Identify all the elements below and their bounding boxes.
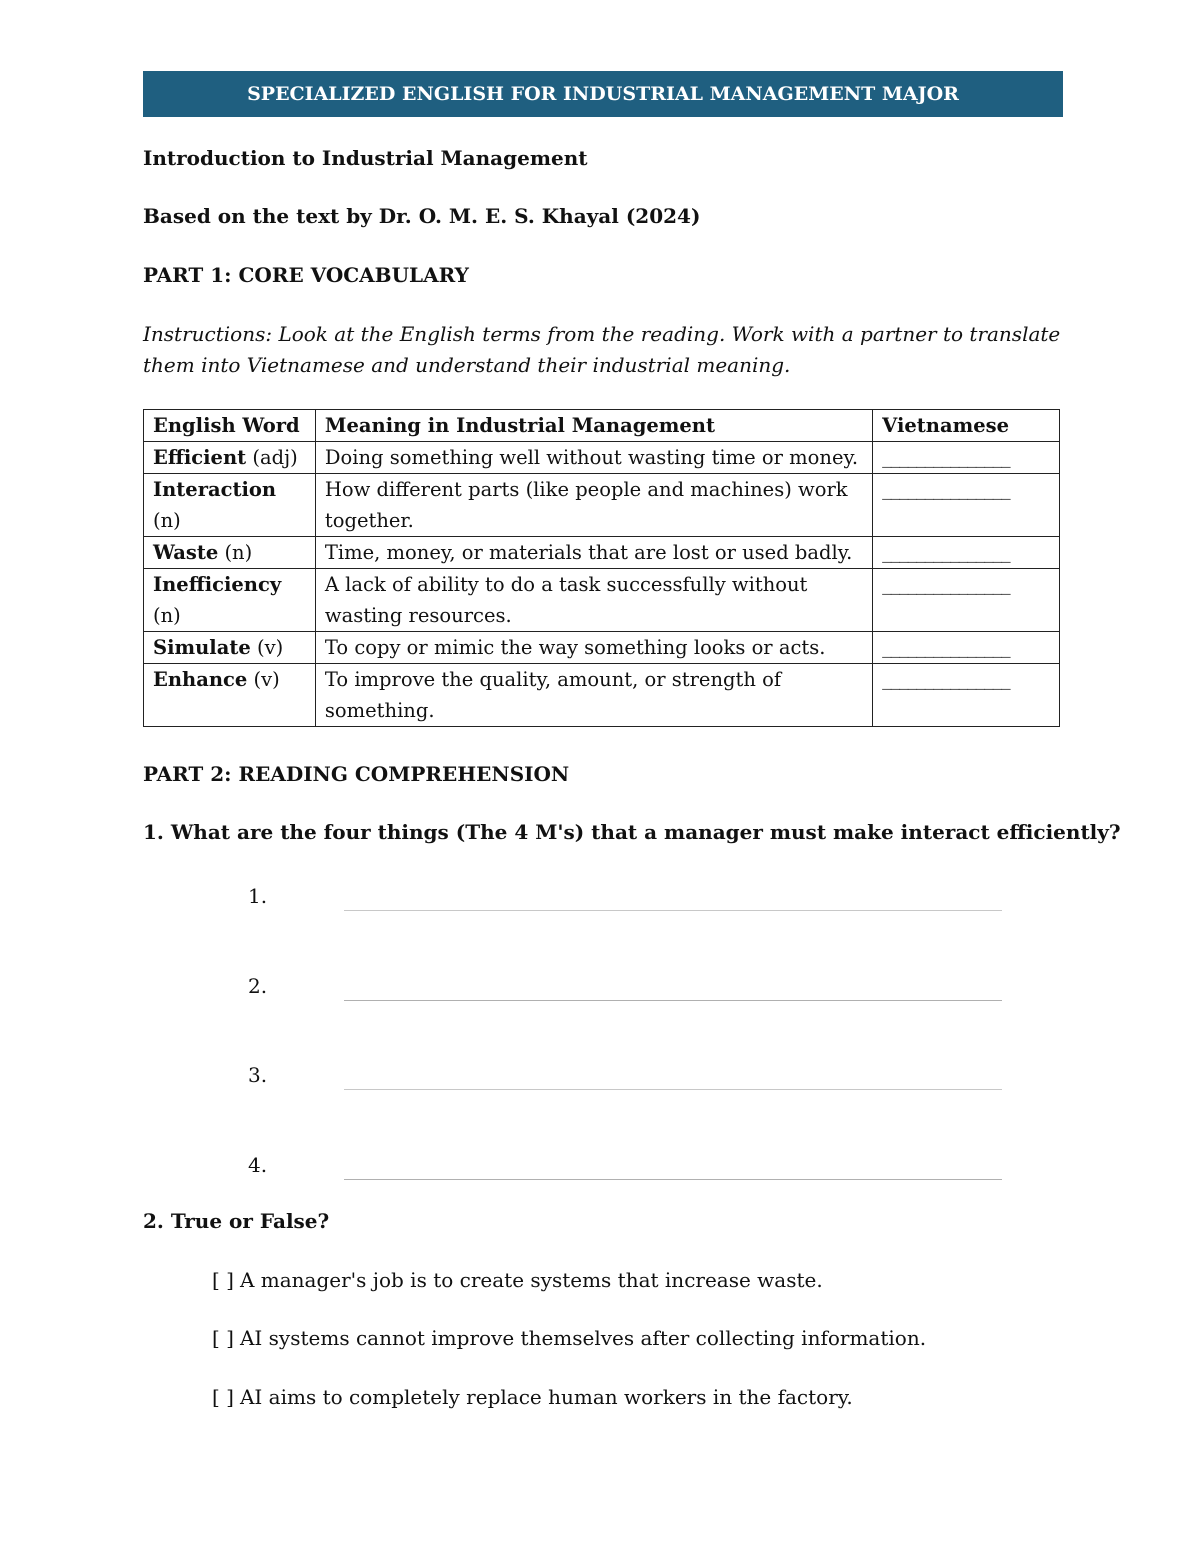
term-cell: [144, 537, 316, 569]
table-header-row: [144, 410, 1060, 442]
answer-number: 4.: [248, 1153, 268, 1177]
meaning-cell: How different parts (like people and machines) work together.: [315, 474, 872, 537]
meaning-cell: To copy or mimic the way something looks or acts.: [315, 632, 872, 664]
checkbox-bracket[interactable]: [ ]: [212, 1326, 234, 1350]
term-word: Simulate: [153, 636, 251, 659]
term-pos: (adj): [252, 446, 298, 469]
header-banner: [143, 71, 1063, 117]
intro-title: Introduction to Industrial Management: [143, 146, 588, 170]
table-row: [144, 664, 1060, 727]
term-pos: (n): [224, 541, 253, 564]
source-line: Based on the text by Dr. O. M. E. S. Khayal (2024): [143, 204, 701, 228]
table-row: [144, 442, 1060, 474]
answer-row: [248, 1153, 1008, 1193]
meaning-cell: Doing something well without wasting time or money.: [315, 442, 872, 474]
table-row: [144, 474, 1060, 537]
true-false-item: [212, 1268, 823, 1292]
part2-heading: PART 2: READING COMPREHENSION: [143, 762, 570, 786]
term-word: Waste: [153, 541, 219, 564]
vietnamese-cell[interactable]: [873, 569, 1060, 632]
meaning-cell: Time, money, or materials that are lost or used badly.: [315, 537, 872, 569]
answer-line[interactable]: [344, 1089, 1002, 1090]
column-header-english-word: English Word: [144, 410, 316, 442]
translation-blank[interactable]: _______________: [882, 541, 1010, 563]
term-word: Efficient: [153, 446, 247, 469]
vocabulary-table: [143, 409, 1060, 727]
table-row: [144, 569, 1060, 632]
translation-blank[interactable]: _______________: [882, 636, 1010, 658]
statement-text: A manager's job is to create systems that increase waste.: [239, 1268, 823, 1292]
vietnamese-cell[interactable]: [873, 664, 1060, 727]
column-header-vietnamese: Vietnamese: [873, 410, 1060, 442]
translation-blank[interactable]: _______________: [882, 668, 1010, 690]
banner-title: SPECIALIZED ENGLISH FOR INDUSTRIAL MANAGEMENT MAJOR: [247, 83, 959, 105]
checkbox-bracket[interactable]: [ ]: [212, 1385, 234, 1409]
answer-row: [248, 974, 1008, 1014]
answer-number: 2.: [248, 974, 268, 998]
vietnamese-cell[interactable]: [873, 442, 1060, 474]
true-false-item: [212, 1385, 853, 1409]
vietnamese-cell[interactable]: [873, 537, 1060, 569]
term-cell: [144, 569, 316, 632]
term-cell: [144, 442, 316, 474]
term-cell: [144, 664, 316, 727]
vietnamese-cell[interactable]: [873, 474, 1060, 537]
true-false-item: [212, 1326, 926, 1350]
statement-text: AI systems cannot improve themselves after collecting information.: [239, 1326, 927, 1350]
statement-text: AI aims to completely replace human workers in the factory.: [239, 1385, 853, 1409]
table-row: [144, 537, 1060, 569]
table-row: [144, 632, 1060, 664]
instructions-text: Instructions: Look at the English terms from the reading. Work with a partner to translate them into Vietnamese and understand their industrial meaning.: [143, 322, 1061, 377]
column-header-meaning: Meaning in Industrial Management: [315, 410, 872, 442]
vietnamese-cell[interactable]: [873, 632, 1060, 664]
question-2: 2. True or False?: [143, 1209, 330, 1233]
answer-number: 1.: [248, 884, 268, 908]
answer-line[interactable]: [344, 1000, 1002, 1001]
term-pos: (n): [153, 604, 181, 627]
meaning-cell: A lack of ability to do a task successfully without wasting resources.: [315, 569, 872, 632]
term-word: Interaction: [153, 478, 277, 501]
answer-number: 3.: [248, 1063, 268, 1087]
term-pos: (v): [256, 636, 284, 659]
answer-line[interactable]: [344, 1179, 1002, 1180]
term-word: Inefficiency: [153, 573, 282, 596]
term-cell: [144, 632, 316, 664]
translation-blank[interactable]: _______________: [882, 573, 1010, 595]
translation-blank[interactable]: _______________: [882, 446, 1010, 468]
translation-blank[interactable]: _______________: [882, 478, 1010, 500]
term-word: Enhance: [153, 668, 248, 691]
answer-row: [248, 884, 1008, 924]
part1-heading: PART 1: CORE VOCABULARY: [143, 263, 469, 287]
term-pos: (v): [253, 668, 280, 691]
answer-row: [248, 1063, 1008, 1103]
term-pos: (n): [153, 509, 181, 532]
question-1: 1. What are the four things (The 4 M's) that a manager must make interact efficiently?: [143, 820, 1121, 844]
answer-line[interactable]: [344, 910, 1002, 911]
checkbox-bracket[interactable]: [ ]: [212, 1268, 234, 1292]
term-cell: [144, 474, 316, 537]
meaning-cell: To improve the quality, amount, or strength of something.: [315, 664, 872, 727]
